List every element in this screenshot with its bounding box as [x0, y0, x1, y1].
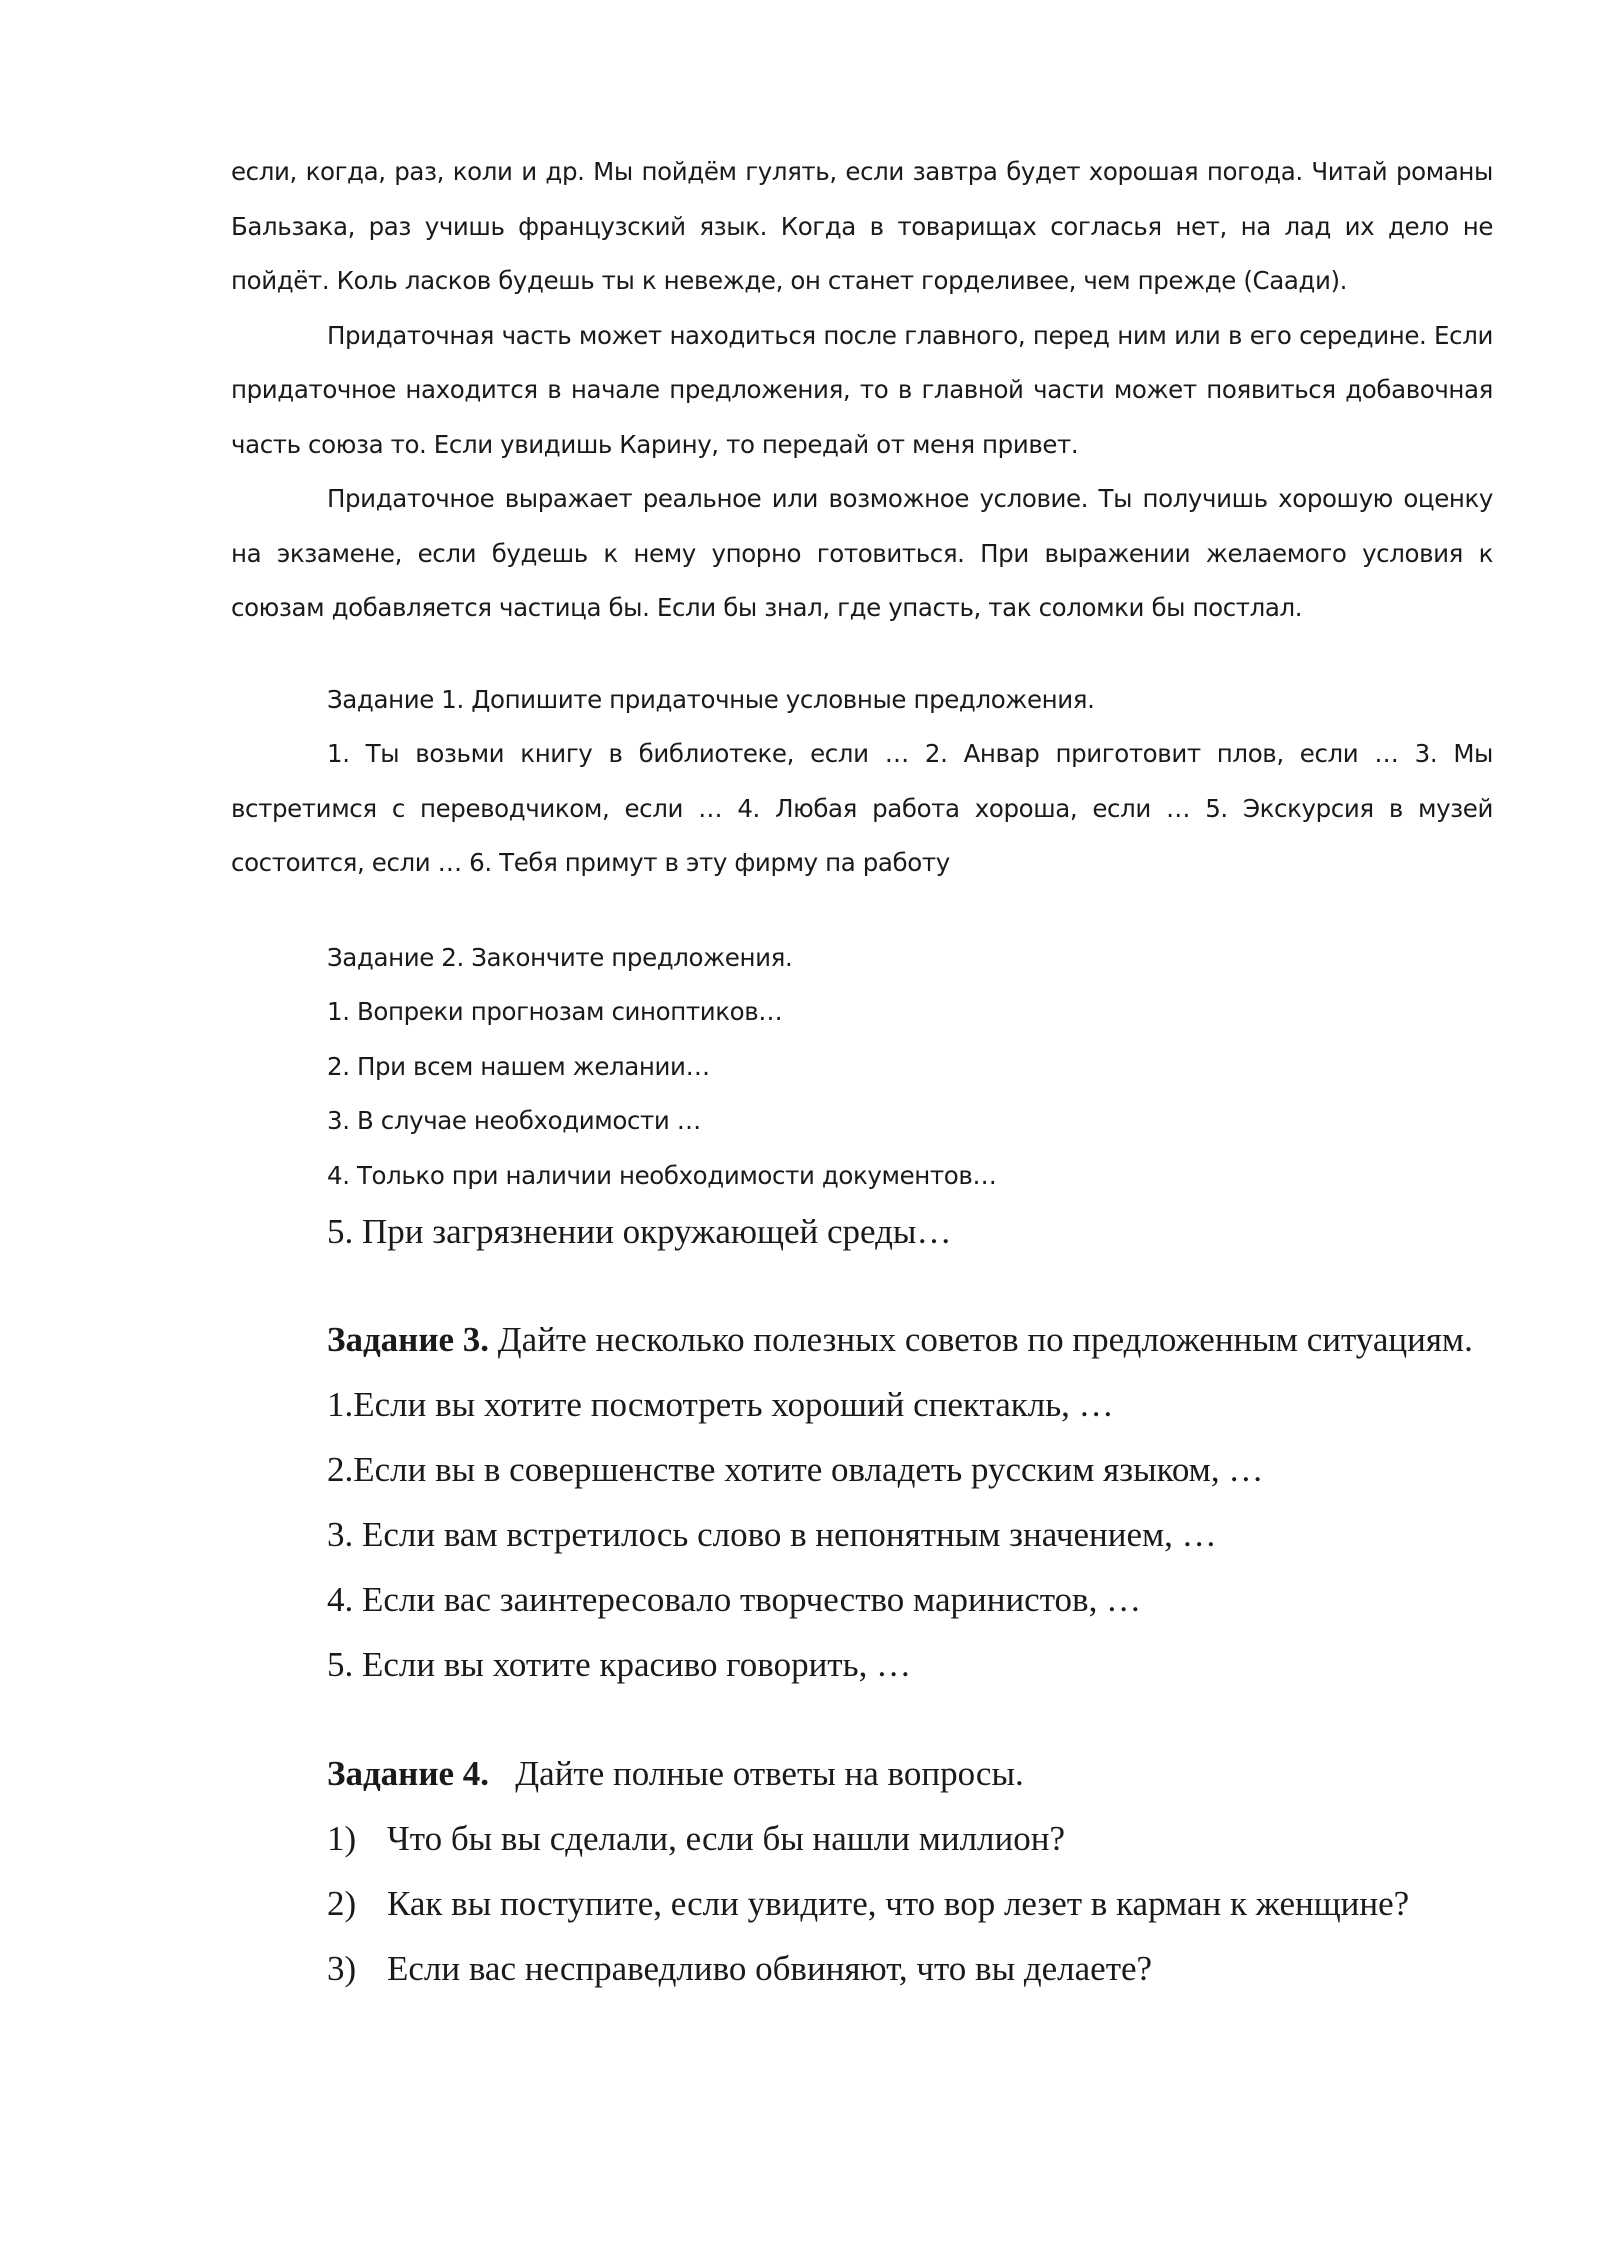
task2-item: 5. При загрязнении окружающей среды…: [327, 1212, 952, 1251]
question-number: 1): [327, 1819, 357, 1858]
document-page: [231, 145, 1493, 2001]
task2-item: 4. Только при наличии необходимости документов…: [327, 1160, 997, 1190]
spacer: [231, 636, 1493, 673]
question-number: 2): [327, 1884, 357, 1923]
theory-paragraph-2: Придаточная часть может находиться после главного, перед ним или в его середине. Если придаточное находится в начале предложения, то в главной части может появиться добавочная часть союза то. Если увидишь Карину, то передай от меня привет.: [231, 320, 1493, 459]
task3-heading-text: Дайте несколько полезных советов по предложенным ситуациям.: [489, 1320, 1473, 1359]
spacer: [231, 1697, 1493, 1741]
spacer: [231, 891, 1493, 931]
task2-item: 1. Вопреки прогнозам синоптиков…: [327, 997, 783, 1026]
task3-heading-label: Задание 3.: [327, 1320, 490, 1359]
task3-item: 4. Если вас заинтересовало творчество маринистов, …: [327, 1580, 1142, 1619]
task4-question: [231, 1871, 1493, 1936]
theory-paragraph-3: Придаточное выражает реальное или возможное условие. Ты получишь хорошую оценку на экзамене, если будешь к нему упорно готовиться. При выражении желаемого условия к союзам добавляется частица бы. Если бы знал, где упасть, так соломки бы постлал.: [231, 484, 1493, 622]
task4-heading: [231, 1741, 1493, 1806]
theory-paragraph-1: если, когда, раз, коли и др. Мы пойдём гулять, если завтра будет хорошая погода. Читай романы Бальзака, раз учишь французский язык. Когда в товарищах согласья нет, на лад их дело не пойдёт. Коль ласков будешь ты к невежде, он станет горделивее, чем прежде (Саади).: [231, 157, 1493, 295]
task1-heading: Задание 1. Допишите придаточные условные предложения.: [327, 684, 1095, 714]
task3-item: 3. Если вам встретилось слово в непонятным значением, …: [327, 1515, 1217, 1554]
task4-question: [231, 1936, 1493, 2001]
task4-heading-text: Дайте полные ответы на вопросы.: [489, 1754, 1024, 1793]
task3-item: 2.Если вы в совершенстве хотите овладеть русским языком, …: [327, 1450, 1264, 1489]
task4-question: [231, 1806, 1493, 1871]
task1-body: 1. Ты возьми книгу в библиотеке, если … 2. Анвар приготовит плов, если … 3. Мы встретимся с переводчиком, если … 4. Любая работа хороша, если … 5. Экскурсия в музей состоится, если … 6. Тебя примут в эту фирму па работу: [231, 739, 1493, 877]
task3-item: 5. Если вы хотите красиво говорить, …: [327, 1645, 912, 1684]
question-text: Как вы поступите, если увидите, что вор лезет в карман к женщине?: [387, 1884, 1410, 1923]
task3-item: 1.Если вы хотите посмотреть хороший спектакль, …: [327, 1385, 1114, 1424]
question-text: Если вас несправедливо обвиняют, что вы делаете?: [387, 1949, 1153, 1988]
question-text: Что бы вы сделали, если бы нашли миллион?: [387, 1819, 1066, 1858]
task3-heading: [231, 1307, 1493, 1372]
task2-item: 3. В случае необходимости …: [327, 1106, 701, 1135]
task2-item: 2. При всем нашем желании…: [327, 1051, 710, 1081]
spacer: [231, 1261, 1493, 1307]
task4-heading-label: Задание 4.: [327, 1754, 490, 1793]
task2-heading: Задание 2. Закончите предложения.: [327, 942, 793, 972]
question-number: 3): [327, 1949, 357, 1988]
